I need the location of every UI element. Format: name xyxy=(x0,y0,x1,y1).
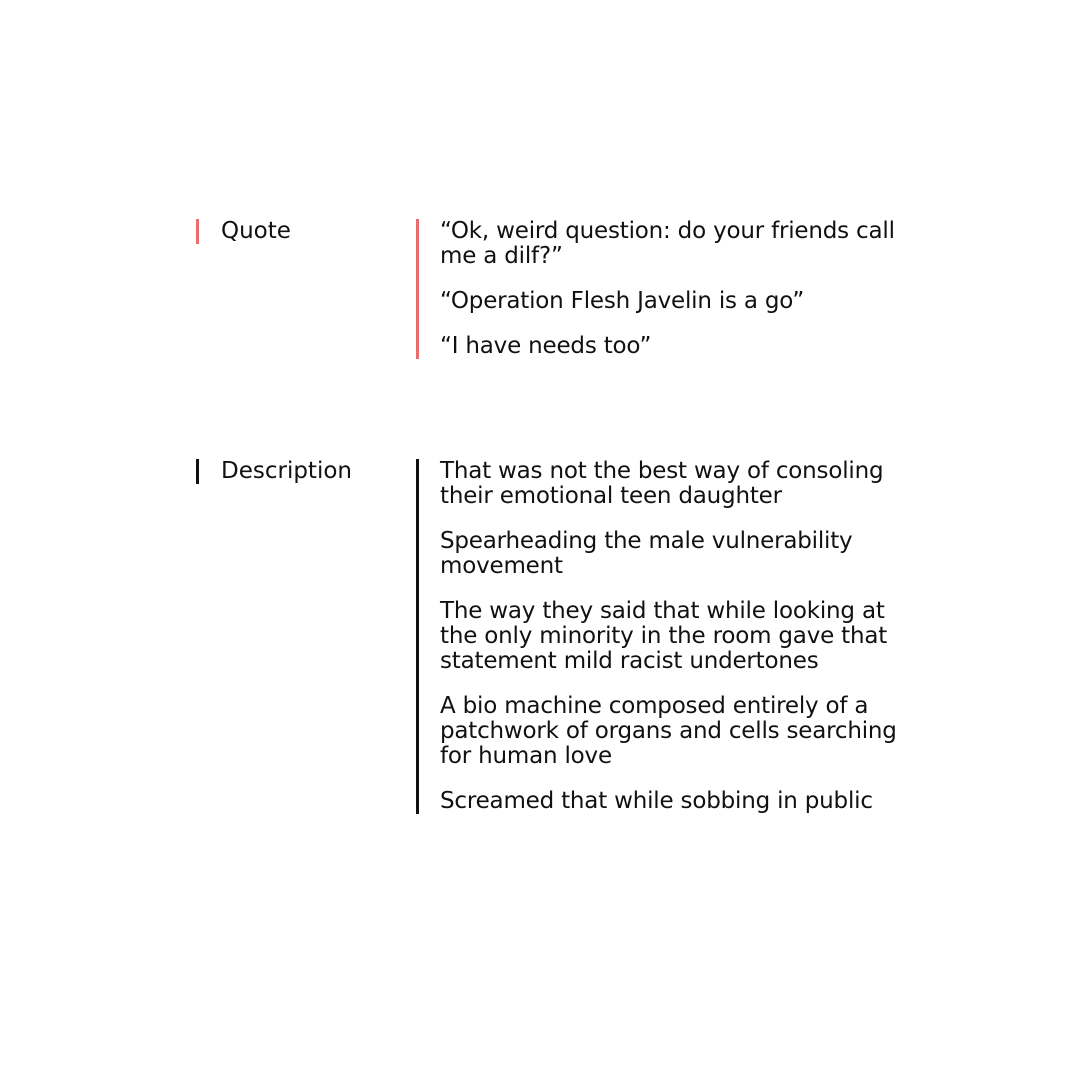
quote-list xyxy=(416,219,910,359)
quote-label: Quote xyxy=(196,219,291,244)
quote-item: “Ok, weird question: do your friends call me a dilf?” xyxy=(440,218,895,269)
description-item: A bio machine composed entirely of a patchwork of organs and cells searching for human love xyxy=(440,693,897,769)
description-item: The way they said that while looking at the only minority in the room gave that statement mild racist undertones xyxy=(440,598,888,674)
quote-item: “I have needs too” xyxy=(440,333,652,359)
quote-item: “Operation Flesh Javelin is a go” xyxy=(440,288,805,314)
description-label: Description xyxy=(196,459,352,484)
description-item: That was not the best way of consoling their emotional teen daughter xyxy=(440,458,884,509)
description-item: Spearheading the male vulnerability movement xyxy=(440,528,853,579)
description-item: Screamed that while sobbing in public xyxy=(440,788,873,814)
description-list xyxy=(416,459,910,814)
